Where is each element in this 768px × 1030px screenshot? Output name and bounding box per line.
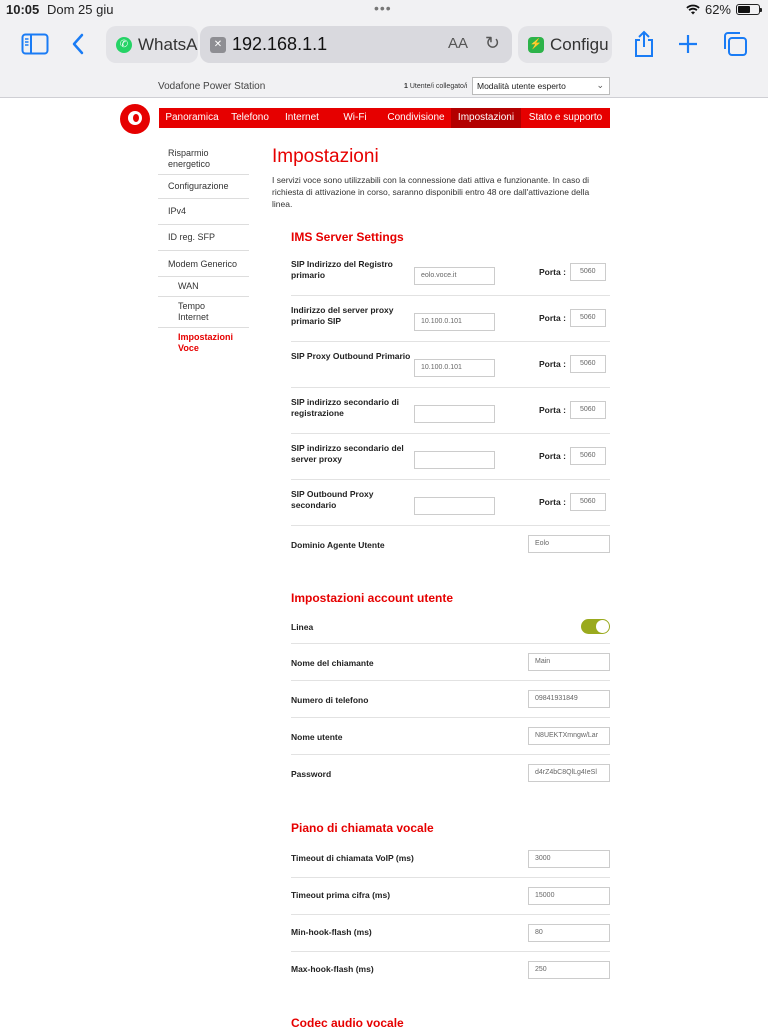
close-tab-icon[interactable]: ✕ <box>210 37 226 53</box>
device-name: Vodafone Power Station <box>158 81 266 92</box>
port-input[interactable]: 5060 <box>570 309 606 327</box>
account-row <box>291 644 610 681</box>
nav-stato-supporto[interactable]: Stato e supporto <box>528 112 603 123</box>
dialplan-row <box>291 915 610 952</box>
battery-charge-icon: ⚡ <box>528 37 544 53</box>
ims-row <box>291 388 610 434</box>
url-field[interactable]: 192.168.1.1 <box>232 34 328 54</box>
sidebar-item-configurazione[interactable]: Configurazione <box>158 175 249 199</box>
settings-sidebar <box>158 146 249 358</box>
router-topbar <box>0 74 768 98</box>
status-right <box>686 2 760 17</box>
user-agent-domain-input[interactable]: Eolo <box>528 535 610 553</box>
field-label: Dominio Agente Utente <box>291 540 385 550</box>
status-bar <box>0 0 768 20</box>
nav-internet[interactable]: Internet <box>285 112 319 123</box>
dialplan-row <box>291 952 610 989</box>
dialplan-row <box>291 841 610 878</box>
toggle-knob <box>596 620 609 633</box>
sip-outbound-secondary-input[interactable] <box>414 497 495 515</box>
linea-toggle[interactable] <box>581 619 610 634</box>
porta-label: Porta : <box>539 267 566 277</box>
porta-label: Porta : <box>539 359 566 369</box>
field-label: Password <box>291 769 332 779</box>
dialplan-section <box>291 821 610 835</box>
ims-row <box>291 296 610 342</box>
ims-row <box>291 434 610 480</box>
tabs-overview-icon[interactable] <box>718 24 752 64</box>
safari-toolbar <box>0 24 768 64</box>
vodafone-logo[interactable] <box>120 104 150 134</box>
main-content <box>272 146 610 210</box>
ims-row <box>291 480 610 526</box>
main-nav <box>159 108 610 128</box>
port-input[interactable]: 5060 <box>570 263 606 281</box>
user-mode-value: Modalità utente esperto <box>477 81 566 91</box>
sidebar-subitem-tempo-internet[interactable]: Tempo Internet <box>158 297 249 328</box>
port-input[interactable]: 5060 <box>570 355 606 373</box>
user-mode-select[interactable] <box>472 77 610 95</box>
nav-telefono[interactable]: Telefono <box>231 112 269 123</box>
tab-router[interactable] <box>200 26 512 63</box>
page-title: Impostazioni <box>272 146 379 167</box>
dialplan-row <box>291 878 610 915</box>
tab-label: Configu <box>550 34 609 54</box>
field-label: Indirizzo del server proxy primario SIP <box>291 305 394 326</box>
field-label: Timeout di chiamata VoIP (ms) <box>291 853 414 863</box>
ims-row <box>291 250 610 296</box>
field-label: Nome del chiamante <box>291 658 374 668</box>
account-row-linea <box>291 608 610 644</box>
voip-timeout-input[interactable]: 3000 <box>528 850 610 868</box>
tab-whatsapp[interactable] <box>106 26 198 63</box>
ims-row <box>291 342 610 388</box>
porta-label: Porta : <box>539 497 566 507</box>
nav-condivisione[interactable]: Condivisione <box>387 112 445 123</box>
field-label: Timeout prima cifra (ms) <box>291 890 391 900</box>
status-date: Dom 25 giu <box>47 2 114 17</box>
porta-label: Porta : <box>539 313 566 323</box>
multitask-dots-icon[interactable]: ••• <box>374 0 392 16</box>
reader-aa-icon[interactable]: AA <box>447 35 468 52</box>
field-label: Min-hook-flash (ms) <box>291 927 372 937</box>
sip-proxy-secondary-input[interactable] <box>414 451 495 469</box>
field-label: SIP Proxy Outbound Primario <box>291 351 411 361</box>
wifi-icon <box>686 4 700 15</box>
section-title-partial: Codec audio vocale <box>291 1016 404 1030</box>
back-chevron-icon[interactable] <box>66 24 90 64</box>
account-row <box>291 681 610 718</box>
sidebar-item-risparmio[interactable]: Risparmio energetico <box>158 146 249 175</box>
port-input[interactable]: 5060 <box>570 401 606 419</box>
status-time: 10:05 <box>6 2 40 17</box>
field-label: SIP Indirizzo del Registro primario <box>291 259 393 280</box>
ims-section <box>291 230 610 244</box>
sip-registrar-secondary-input[interactable] <box>414 405 495 423</box>
connected-users <box>404 83 467 90</box>
field-label: Max-hook-flash (ms) <box>291 964 374 974</box>
whatsapp-icon: ✆ <box>116 37 132 53</box>
porta-label: Porta : <box>539 405 566 415</box>
porta-label: Porta : <box>539 451 566 461</box>
battery-icon <box>736 4 760 15</box>
field-label: Numero di telefono <box>291 695 369 705</box>
min-hook-flash-input[interactable]: 80 <box>528 924 610 942</box>
section-title: Piano di chiamata vocale <box>291 821 434 835</box>
battery-percent: 62% <box>704 2 731 17</box>
sidebar-subitem-wan[interactable]: WAN <box>158 277 249 297</box>
field-label: SIP indirizzo secondario di registrazione <box>291 397 400 418</box>
account-section <box>291 591 610 605</box>
chevron-down-icon: ⌄ <box>596 80 604 90</box>
nav-panoramica[interactable]: Panoramica <box>165 112 219 123</box>
field-label: SIP Outbound Proxy secondario <box>291 489 374 510</box>
account-row <box>291 718 610 755</box>
sip-registrar-primary-input[interactable]: eolo.voce.it <box>414 267 495 285</box>
max-hook-flash-input[interactable]: 250 <box>528 961 610 979</box>
new-tab-plus-icon[interactable] <box>674 24 702 64</box>
nav-impostazioni[interactable]: Impostazioni <box>451 108 521 128</box>
caller-name-input[interactable]: Main <box>528 653 610 671</box>
sidebar-item-modem-generico[interactable]: Modem Generico <box>158 251 249 277</box>
sidebar-item-id-reg-sfp[interactable]: ID reg. SFP <box>158 225 249 251</box>
users-count: 1 <box>404 83 408 90</box>
section-title: IMS Server Settings <box>291 230 404 244</box>
reload-icon[interactable]: ↻ <box>484 33 500 53</box>
users-label: Utente/i collegato/i <box>409 83 468 90</box>
username-input[interactable]: N8UEKTXmngw/Lar <box>528 727 610 745</box>
share-icon[interactable] <box>630 24 658 64</box>
sidebar-item-ipv4[interactable]: IPv4 <box>158 199 249 225</box>
intro-text: I servizi voce sono utilizzabili con la connessione dati attiva e funzionante. In caso di richiesta di attivazione in corso, saranno disponibili entro 48 ore dall'attivazione della linea. <box>272 175 590 209</box>
port-input[interactable]: 5060 <box>570 447 606 465</box>
ims-row-domain <box>291 526 610 562</box>
password-input[interactable]: d4rZ4bC8QlLg4IeSl <box>528 764 610 782</box>
phone-number-input[interactable]: 09841931849 <box>528 690 610 708</box>
account-row <box>291 755 610 792</box>
sidebar-toggle-icon[interactable] <box>20 24 50 64</box>
first-digit-timeout-input[interactable]: 15000 <box>528 887 610 905</box>
field-label: Nome utente <box>291 732 343 742</box>
sip-outbound-primary-input[interactable]: 10.100.0.101 <box>414 359 495 377</box>
port-input[interactable]: 5060 <box>570 493 606 511</box>
sidebar-subitem-impostazioni-voce[interactable]: Impostazioni Voce <box>178 332 234 353</box>
tab-configuration[interactable] <box>518 26 612 63</box>
nav-wifi[interactable]: Wi-Fi <box>343 112 367 123</box>
tab-label: WhatsA <box>138 34 198 54</box>
section-title: Impostazioni account utente <box>291 591 454 605</box>
field-label: Linea <box>291 622 314 632</box>
sip-proxy-primary-input[interactable]: 10.100.0.101 <box>414 313 495 331</box>
field-label: SIP indirizzo secondario del server proxy <box>291 443 404 464</box>
